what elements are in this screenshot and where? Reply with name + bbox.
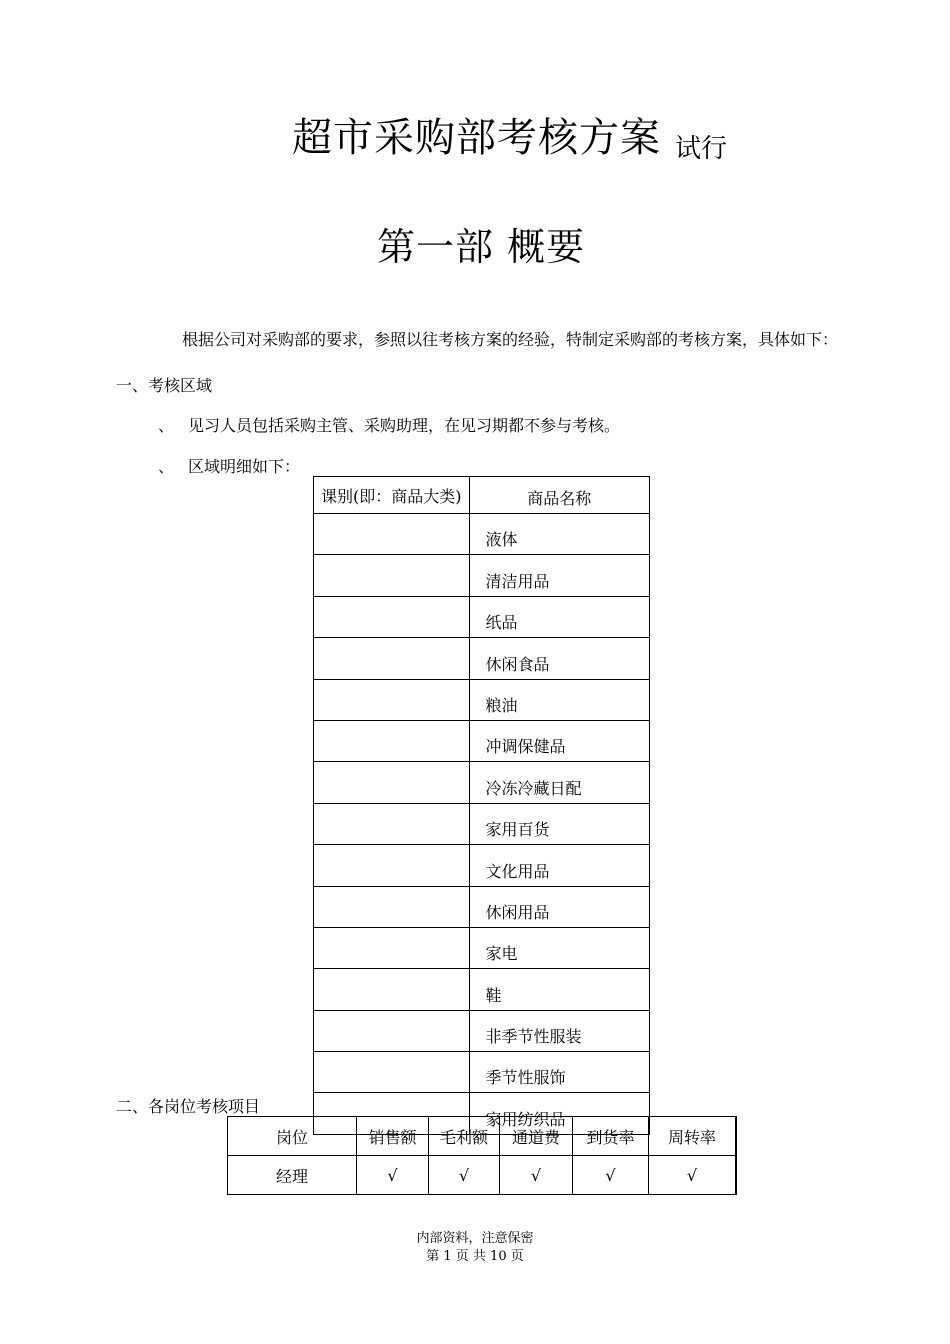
category-cell <box>314 969 470 1010</box>
category-cell <box>314 762 470 803</box>
table-row <box>314 555 650 596</box>
table-row <box>314 514 650 555</box>
category-table-body <box>314 514 650 1135</box>
section2-heading: 二、各岗位考核项目 <box>116 1097 261 1116</box>
category-cell <box>314 886 470 927</box>
turnover-rate-check: √ <box>649 1156 737 1195</box>
section1-item-1 <box>158 413 620 436</box>
header-channel-fee: 通道费 <box>500 1117 573 1156</box>
header-turnover-rate: 周转率 <box>649 1117 737 1156</box>
product-name-cell: 家用纺织品 <box>469 1093 650 1134</box>
gross-profit-check: √ <box>429 1156 500 1195</box>
product-name-cell: 冷冻冷藏日配 <box>469 762 650 803</box>
item-marker: 、 <box>158 457 175 476</box>
item-text: 区域明细如下： <box>188 457 301 476</box>
category-cell <box>314 679 470 720</box>
product-name-cell: 液体 <box>469 514 650 555</box>
product-name-cell: 清洁用品 <box>469 555 650 596</box>
footer-confidential: 内部资料，注意保密 <box>416 1231 534 1246</box>
intro-paragraph: 根据公司对采购部的要求，参照以往考核方案的经验，特制定采购部的考核方案，具体如下： <box>182 330 839 349</box>
category-cell <box>314 720 470 761</box>
arrival-rate-check: √ <box>573 1156 649 1195</box>
title-main: 超市采购部考核方案 <box>292 115 661 161</box>
table-row <box>314 1052 650 1093</box>
header-product-name: 商品名称 <box>469 477 650 514</box>
role-table-header <box>228 1117 737 1156</box>
role-table-body <box>228 1156 737 1195</box>
product-name-cell: 家用百货 <box>469 803 650 844</box>
part-title: 第一部 概要 <box>377 225 586 269</box>
header-sales: 销售额 <box>357 1117 429 1156</box>
table-row <box>314 638 650 679</box>
category-table <box>313 476 650 1135</box>
footer-page-number: 第 1 页 共 10 页 <box>426 1249 524 1264</box>
channel-fee-check: √ <box>500 1156 573 1195</box>
table-row <box>314 927 650 968</box>
position-cell: 经理 <box>228 1156 357 1195</box>
table-row <box>314 886 650 927</box>
table-row <box>314 762 650 803</box>
category-cell <box>314 555 470 596</box>
header-arrival-rate: 到货率 <box>573 1117 649 1156</box>
category-cell <box>314 596 470 637</box>
category-cell <box>314 1010 470 1051</box>
table-row <box>228 1156 737 1195</box>
category-cell <box>314 927 470 968</box>
category-cell <box>314 803 470 844</box>
product-name-cell: 粮油 <box>469 679 650 720</box>
category-cell <box>314 845 470 886</box>
header-position: 岗位 <box>228 1117 357 1156</box>
document-title <box>292 106 727 163</box>
header-gross-profit: 毛利额 <box>429 1117 500 1156</box>
product-name-cell: 非季节性服装 <box>469 1010 650 1051</box>
table-row <box>314 803 650 844</box>
item-text: 见习人员包括采购主管、采购助理，在见习期都不参与考核。 <box>188 416 621 435</box>
table-row <box>314 596 650 637</box>
category-cell <box>314 638 470 679</box>
table-row <box>314 969 650 1010</box>
category-table-header <box>314 477 650 514</box>
table-row <box>314 679 650 720</box>
category-cell <box>314 1052 470 1093</box>
table-row <box>314 1010 650 1051</box>
section1-heading: 一、考核区域 <box>116 376 213 395</box>
table-row <box>314 720 650 761</box>
product-name-cell: 冲调保健品 <box>469 720 650 761</box>
product-name-cell: 家电 <box>469 927 650 968</box>
sales-check: √ <box>357 1156 429 1195</box>
table-row <box>314 845 650 886</box>
product-name-cell: 鞋 <box>469 969 650 1010</box>
product-name-cell: 季节性服饰 <box>469 1052 650 1093</box>
item-marker: 、 <box>158 416 175 435</box>
section1-item-2 <box>158 454 300 477</box>
category-cell <box>314 514 470 555</box>
role-assessment-table <box>227 1116 737 1195</box>
product-name-cell: 休闲食品 <box>469 638 650 679</box>
product-name-cell: 文化用品 <box>469 845 650 886</box>
product-name-cell: 纸品 <box>469 596 650 637</box>
product-name-cell: 休闲用品 <box>469 886 650 927</box>
header-category: 课别(即：商品大类) <box>314 477 470 514</box>
page-footer <box>0 1230 950 1266</box>
title-suffix: 试行 <box>675 134 728 164</box>
